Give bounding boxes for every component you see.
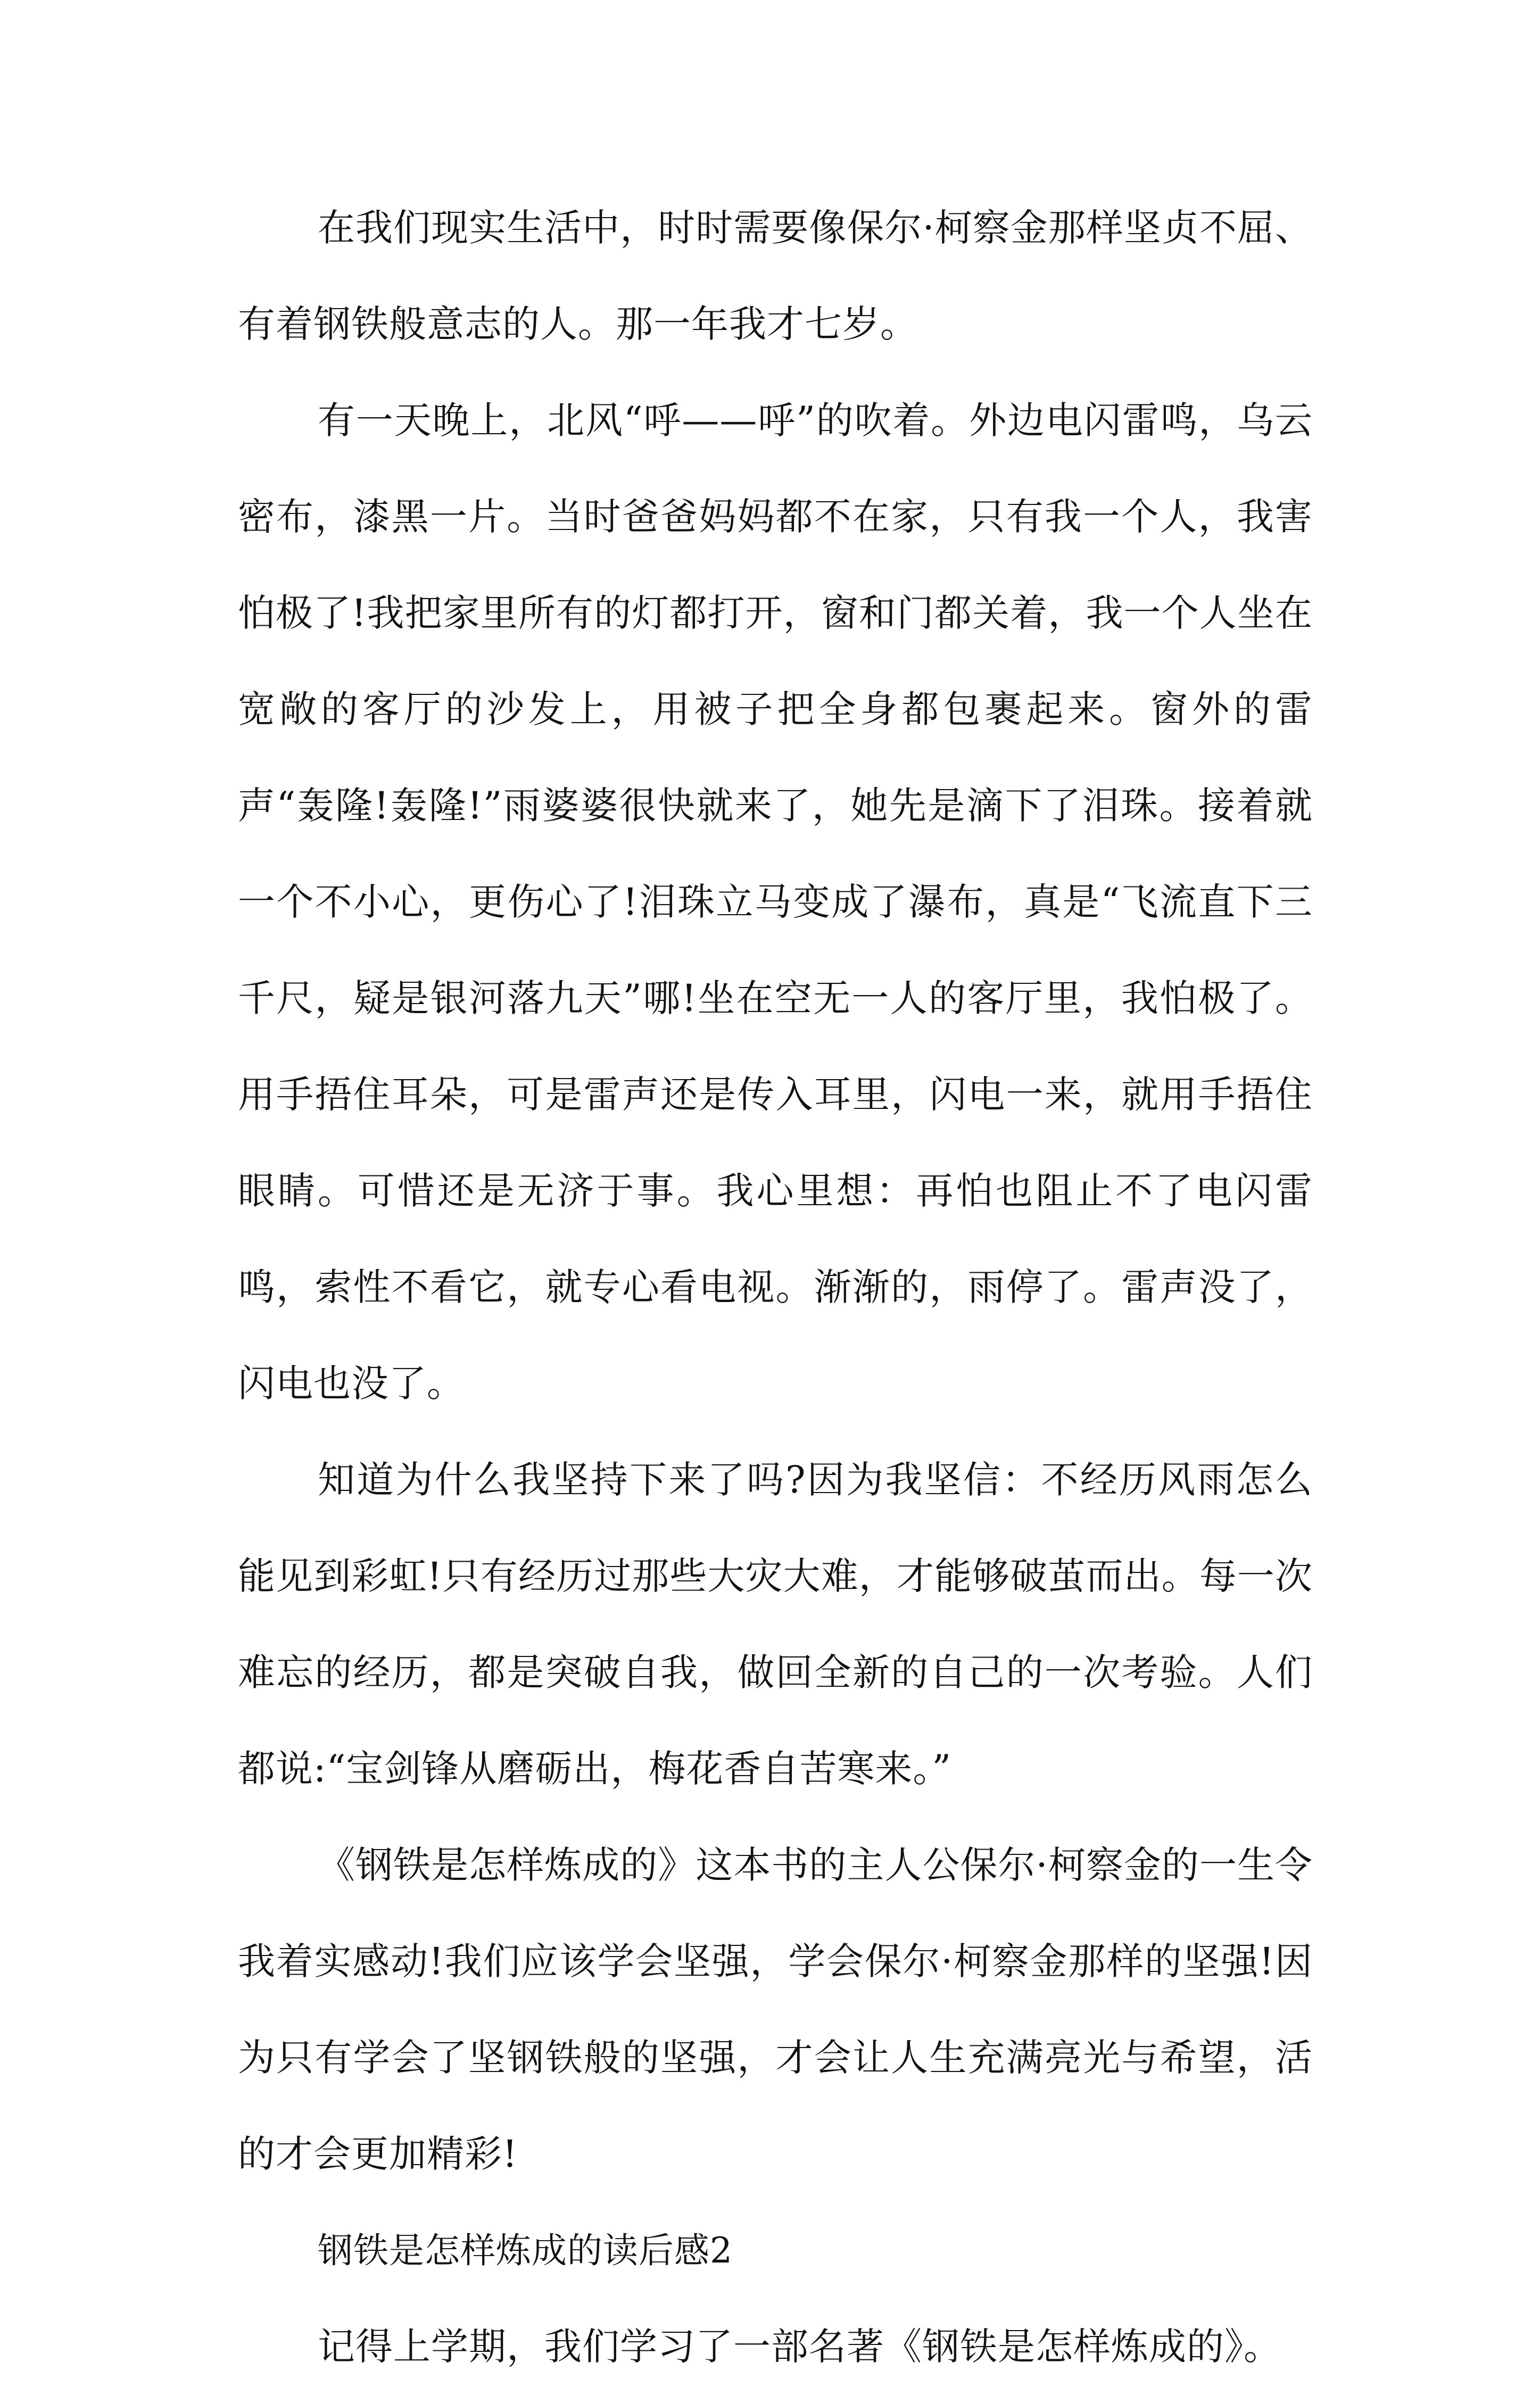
- paragraph-4: 《钢铁是怎样炼成的》这本书的主人公保尔·柯察金的一生令我着实感动!我们应该学会坚强，学会保尔·柯察金那样的坚强!因为只有学会了坚钢铁般的坚强，才会让人生充满亮光与希望，活的才会更加精彩!: [238, 1843, 1313, 2176]
- paragraph-3: 知道为什么我坚持下来了吗?因为我坚信：不经历风雨怎么能见到彩虹!只有经历过那些大灾大难，才能够破茧而出。每一次难忘的经历，都是突破自我，做回全新的自己的一次考验。人们都说:“宝剑锋从磨砺出，梅花香自苦寒来。”: [238, 1458, 1313, 1791]
- paragraph-5: 记得上学期，我们学习了一部名著《钢铁是怎样炼成的》。: [318, 2325, 1281, 2368]
- section-heading: 钢铁是怎样炼成的读后感2: [318, 2230, 733, 2271]
- document-body: [238, 180, 1313, 2395]
- paragraph-2: 有一天晚上，北风“呼——呼”的吹着。外边电闪雷鸣，乌云密布，漆黑一片。当时爸爸妈妈都不在家，只有我一个人，我害怕极了!我把家里所有的灯都打开，窗和门都关着，我一个人坐在宽敞的客厅的沙发上，用被子把全身都包裹起来。窗外的雷声“轰隆!轰隆!”雨婆婆很快就来了，她先是滴下了泪珠。接着就一个不小心，更伤心了!泪珠立马变成了瀑布，真是“飞流直下三千尺，疑是银河落九天”哪!坐在空无一人的客厅里，我怕极了。用手捂住耳朵，可是雷声还是传入耳里，闪电一来，就用手捂住眼睛。可惜还是无济于事。我心里想：再怕也阻止不了电闪雷鸣，索性不看它，就专心看电视。渐渐的，雨停了。雷声没了，闪电也没了。: [238, 399, 1313, 1405]
- paragraph-1: 在我们现实生活中，时时需要像保尔·柯察金那样坚贞不屈、有着钢铁般意志的人。那一年我才七岁。: [238, 206, 1313, 346]
